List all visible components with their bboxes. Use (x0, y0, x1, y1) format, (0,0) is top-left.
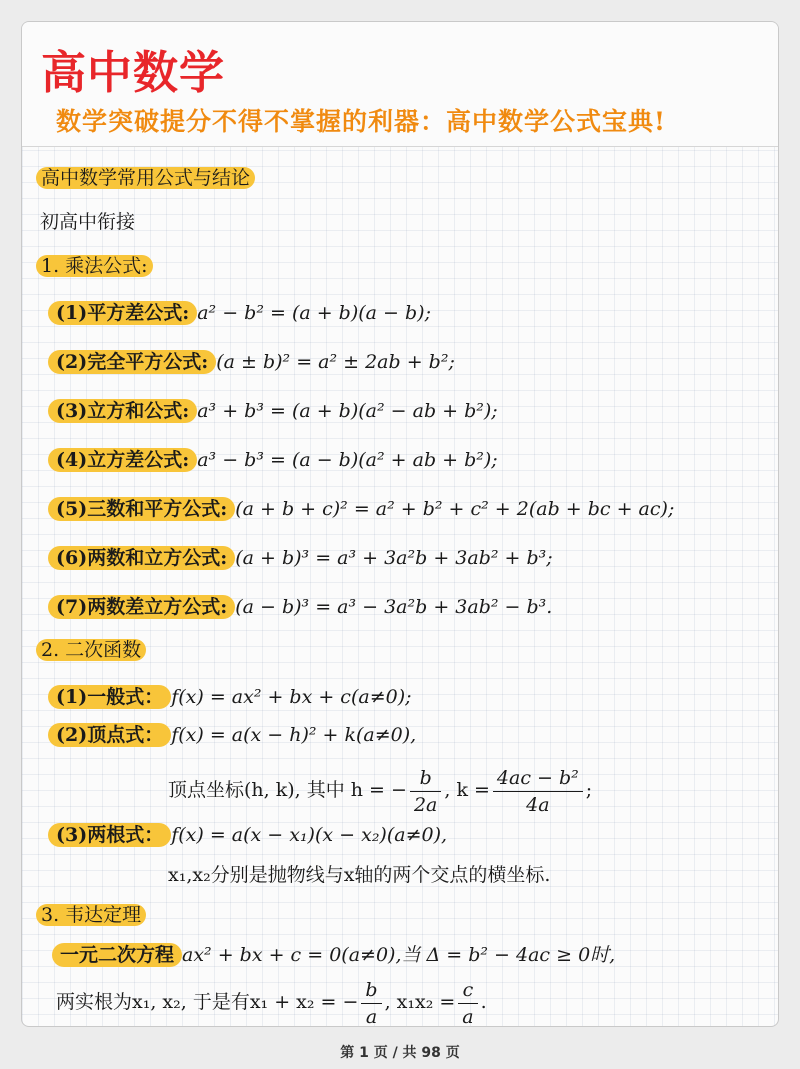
formula-text: a³ + b³ = (a + b)(a² − ab + b²); (197, 400, 498, 422)
header (22, 22, 778, 147)
roots-note: x₁,x₂分别是抛物线与x轴的两个交点的横坐标. (168, 864, 551, 886)
roots-form-row (48, 822, 447, 848)
formula-text: a² − b² = (a + b)(a − b); (197, 302, 431, 324)
formula-label: (2)完全平方公式: (48, 350, 216, 374)
formula-text: (a ± b)² = a² ± 2ab + b²; (216, 351, 455, 373)
section-sub: 初高中衔接 (40, 211, 136, 233)
vertex-h-num: b (410, 765, 441, 792)
vertex-h-den: 2a (413, 793, 438, 816)
vieta-prod-text: , x₁x₂ = (384, 991, 456, 1013)
formula-text: (a − b)³ = a³ − 3a²b + 3ab² − b³. (235, 596, 553, 618)
vieta-sum-den: a (365, 1005, 378, 1028)
vieta-sum-fraction (361, 977, 381, 1030)
vertex-coord-text: 顶点坐标(h, k), 其中 h = − (168, 779, 407, 801)
roots-form-formula: f(x) = a(x − x₁)(x − x₂)(a≠0), (171, 824, 448, 846)
vertex-end: ; (585, 779, 593, 801)
formula-row (48, 300, 431, 326)
section-heading (36, 165, 255, 191)
page-subtitle: 数学突破提分不得不掌握的利器：高中数学公式宝典! (56, 107, 666, 136)
part2-heading-text: 2. 二次函数 (36, 639, 146, 661)
vertex-coord-row (168, 760, 592, 820)
vertex-form-formula: f(x) = a(x − h)² + k(a≠0), (171, 724, 417, 746)
formula-label: (4)立方差公式: (48, 448, 197, 472)
general-form-formula: f(x) = ax² + bx + c(a≠0); (171, 686, 412, 708)
general-form-row (48, 684, 412, 710)
section-heading-text: 高中数学常用公式与结论 (36, 167, 255, 189)
part1-heading-text: 1. 乘法公式: (36, 255, 153, 277)
page-indicator: 第 1 页 / 共 98 页 (340, 1045, 460, 1061)
part2-heading (36, 637, 146, 663)
vieta-eq-formula: ax² + bx + c = 0(a≠0),当 Δ = b² − 4ac ≥ 0时, (182, 944, 616, 966)
vieta-sum-num: b (361, 977, 381, 1004)
general-form-label: (1)一般式： (48, 685, 171, 709)
vieta-prod-num: c (458, 977, 477, 1004)
vertex-k-fraction (493, 765, 583, 818)
formula-text: a³ − b³ = (a − b)(a² + ab + b²); (197, 449, 498, 471)
vertex-k-den: 4a (526, 793, 550, 816)
formula-row (48, 398, 498, 424)
vertex-k-text: , k = (444, 779, 490, 801)
formula-row (48, 594, 552, 620)
page-title: 高中数学 (41, 46, 226, 99)
part3-heading (36, 902, 146, 928)
vieta-prod-fraction (458, 977, 477, 1030)
formula-row (48, 545, 553, 571)
vertex-form-row (48, 722, 416, 748)
formula-row (48, 349, 455, 375)
vertex-h-fraction (410, 765, 441, 818)
formula-label: (5)三数和平方公式: (48, 497, 235, 521)
vieta-eq-label: 一元二次方程 (52, 943, 182, 967)
formula-label: (7)两数差立方公式: (48, 595, 235, 619)
part1-heading (36, 253, 153, 279)
roots-form-label: (3)两根式： (48, 823, 171, 847)
formula-text: (a + b)³ = a³ + 3a²b + 3ab² + b³; (235, 547, 553, 569)
formula-label: (1)平方差公式: (48, 301, 197, 325)
vieta-end: . (480, 991, 487, 1013)
formula-row (48, 447, 498, 473)
vieta-roots-text: 两实根为x₁, x₂, 于是有x₁ + x₂ = − (56, 991, 359, 1013)
vertex-form-label: (2)顶点式： (48, 723, 171, 747)
formula-label: (6)两数和立方公式: (48, 546, 235, 570)
vieta-eq-row (52, 942, 615, 968)
formula-label: (3)立方和公式: (48, 399, 197, 423)
vieta-prod-den: a (462, 1005, 474, 1028)
formula-row (48, 496, 674, 522)
vertex-k-num: 4ac − b² (493, 765, 583, 792)
vieta-roots-row (56, 972, 487, 1032)
part3-heading-text: 3. 韦达定理 (36, 904, 146, 926)
formula-text: (a + b + c)² = a² + b² + c² + 2(ab + bc + ac); (235, 498, 675, 520)
